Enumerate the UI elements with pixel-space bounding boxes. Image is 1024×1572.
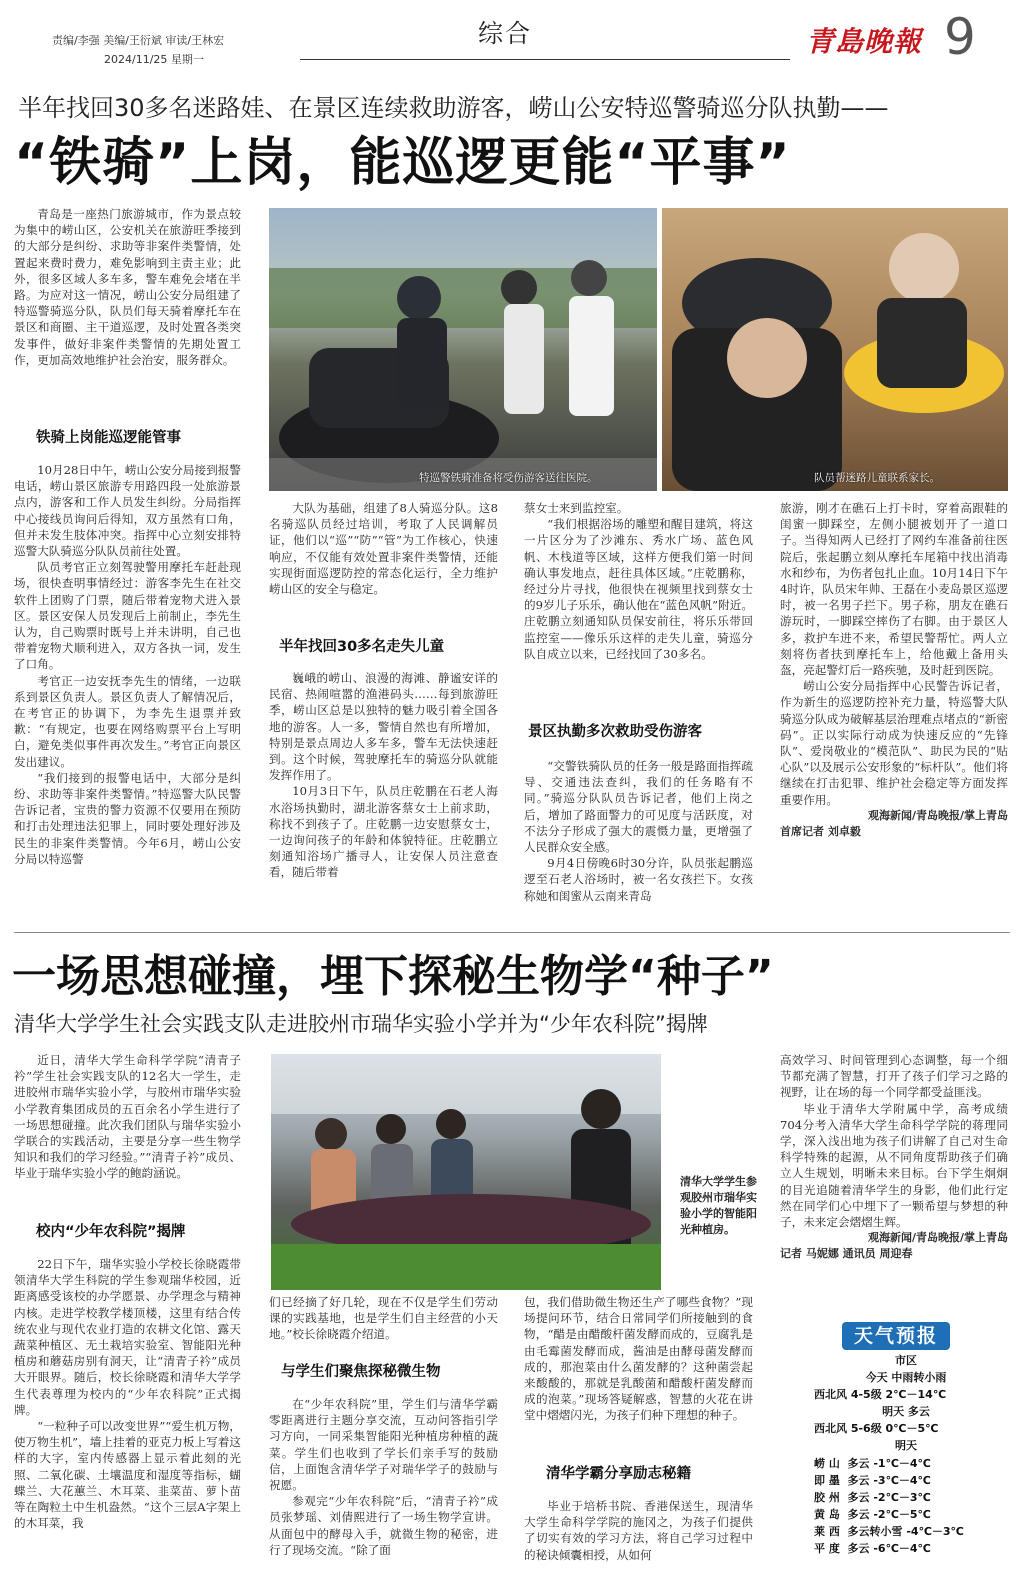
photo-officer-child bbox=[662, 208, 1008, 491]
district-forecast: 多云 -3℃－4℃ bbox=[847, 1474, 931, 1487]
paragraph: 10月3日下午，队员庄乾鹏在石老人海水浴场执勤时，湖北游客蔡女士上前求助，称找不到孩子了。庄乾鹏一边安慰蔡女士，一边询问孩子的年龄和体貌特征。庄乾鹏立刻通知浴场广播寻人，让安保人员注意查看，随后带着 bbox=[269, 784, 498, 880]
story1-column-3 bbox=[524, 500, 753, 708]
story1-column-1b bbox=[14, 462, 241, 912]
story1-credit: 观海新闻/青岛晚报/掌上青岛 bbox=[867, 808, 1008, 822]
story2-subhead-3: 清华学霸分享励志秘籍 bbox=[546, 1466, 691, 1482]
story1-column-3b bbox=[524, 758, 753, 912]
header-credits: 责编/李强 美编/王衍斌 审读/王林宏 bbox=[52, 34, 225, 47]
weather-title: 天气预报 bbox=[842, 1322, 950, 1350]
story2-subhead-2: 与学生们聚焦探秘微生物 bbox=[281, 1364, 441, 1380]
paragraph: 毕业于培桥书院、香港保送生，现清华大学生命科学学院的施冈之，为孩子们提供了切实有效的学习方法，将自己学习过程中的秘诀倾囊相授，从如何 bbox=[524, 1499, 753, 1562]
paragraph: “交警铁骑队员的任务一般是路面指挥疏导、交通违法查纠，我们的任务略有不同。”骑巡分队队员告诉记者，他们上岗之后，增加了路面警力的可见度与活跃度，对不法分子形成了强大的震慑力量，更增强了人民群众安全感。 bbox=[524, 759, 753, 855]
newspaper-logo: 青島晚報 bbox=[806, 25, 923, 58]
weather-area: 市区 bbox=[895, 1354, 917, 1367]
weather-district-row bbox=[814, 1489, 1009, 1506]
photo-greenhouse-scene bbox=[271, 1054, 661, 1290]
paragraph: 在“少年农科院”里，学生们与清华学霸零距离进行主题分享交流，互动问答指引学习方向，一同采集智能阳光种植房种植的蔬菜。学生们也收到了学长们亲手写的鼓励信，上面饱含清华学子对瑞华学子的鼓励与祝愿。 bbox=[269, 1397, 498, 1493]
story-divider bbox=[14, 932, 1010, 933]
paragraph: 蔡女士来到监控室。 bbox=[524, 501, 629, 515]
story2-subhead-1: 校内“少年农科院”揭牌 bbox=[36, 1224, 186, 1240]
paragraph: 旅游，刚才在礁石上打卡时，穿着高跟鞋的闺蜜一脚踩空，左侧小腿被划开了一道口子。当得知两人已经打了网约车准备前往医院后，张起鹏立刻从摩托车尾箱中找出消毒水和纱布，为伤者包扎止血。10月14日下午4时许，队员宋年帅、王磊在小麦岛景区巡逻时，被一名男子拦下。男子称，朋友在礁石游玩时，一脚踩空摔伤了右脚。由于景区人多，救护车进不来，希望民警帮忙。两人立刻将伤者扶到摩托车上，给他戴上备用头盔，亮起警灯后一路疾驰，及时赶到医院。 bbox=[780, 501, 1008, 678]
paragraph: 大队为基础，组建了8人骑巡分队。这8名骑巡队员经过培训，考取了人民调解员证，他们以“巡”“防”“管”为工作核心，快速响应，不仅能有效处置非案件类警情，还能实现街面巡逻防控的常态化运行，全力维护崂山区的安全与稳定。 bbox=[269, 501, 498, 597]
photo-students-greenhouse bbox=[271, 1054, 661, 1290]
photo-officer-scene bbox=[662, 208, 1008, 491]
story1-kicker: 半年找回30多名迷路娃、在景区连续救助游客，崂山公安特巡警骑巡分队执勤—— bbox=[18, 94, 889, 122]
header-rule bbox=[300, 59, 790, 60]
paragraph: “我们接到的报警电话中，大部分是纠纷、求助等非案件类警情。”特巡警大队民警告诉记者，宝贵的警力资源不仅要用在预防和打击处理违法犯罪上，同时要处理好涉及民生的非案件类警情。今年6月，崂山公安分局以特巡警 bbox=[14, 770, 241, 866]
paragraph: 队员考官正立刻驾驶警用摩托车赶赴现场，很快查明事情经过：游客李先生在社交软件上团购了门票，随后带着宠物犬进入景区。景区安保人员发现后上前制止，李先生认为，自己购票时既号上并未讲明，自己也带着宠物犬顺利进入，双方各执一词，发生了口角。 bbox=[14, 560, 241, 672]
weather-district-row bbox=[814, 1455, 1009, 1472]
story2-credit: 观海新闻/青岛晚报/掌上青岛 bbox=[867, 1231, 1008, 1245]
photo2-caption: 队员帮迷路儿童联系家长。 bbox=[814, 472, 940, 484]
district-name: 即 墨 bbox=[814, 1474, 840, 1487]
district-name: 平 度 bbox=[814, 1542, 840, 1555]
header-date: 2024/11/25 星期一 bbox=[104, 53, 204, 66]
paragraph: 巍峨的崂山、浪漫的海滩、静谧安详的民宿、热闹喧嚣的渔港码头……每到旅游旺季，崂山区总是以独特的魅力吸引着全国各地的游客。人一多，警情自然也有所增加，特别是景点周边人多车多，警车无法快速赶到。这个时候，驾驶摩托车的骑巡分队就能发挥作用了。 bbox=[269, 671, 498, 783]
page-number: 9 bbox=[944, 8, 976, 66]
district-name: 崂 山 bbox=[814, 1457, 840, 1470]
paragraph: 毕业于清华大学附属中学，高考成绩704分考入清华大学生命科学学院的蒋理同学，深入浅出地为孩子们讲解了自己对生命科学特殊的起源，从不同角度帮助孩子们确立人生规划，明晰未来目标。台下学生炯炯的目光追随着清华学生的身影，他们此行定然在同学们心中埋下了一颗希望与梦想的种子，未来定会熠熠生辉。 bbox=[780, 1101, 1008, 1230]
weather-district-row bbox=[814, 1540, 1009, 1557]
weather-district-row bbox=[814, 1506, 1009, 1523]
district-forecast: 多云 -1℃－4℃ bbox=[847, 1457, 931, 1470]
weather-label-tomorrow: 明天 bbox=[895, 1439, 917, 1452]
story2-photo-caption: 清华大学学生参观胶州市瑞华实验小学的智能阳光种植房。 bbox=[680, 1175, 757, 1236]
story2-deck: 清华大学学生社会实践支队走进胶州市瑞华实验小学并为“少年农科院”揭牌 bbox=[14, 1012, 708, 1036]
paragraph: 9月4日傍晚6时30分许，队员张起鹏巡逻至石老人浴场时，被一名女孩拦下。女孩称她和闺蜜从云南来青岛 bbox=[524, 856, 753, 903]
story1-column-2 bbox=[269, 500, 498, 628]
story1-subhead-2: 半年找回30多名走失儿童 bbox=[279, 639, 445, 655]
story1-subhead-3: 景区执勤多次救助受伤游客 bbox=[528, 724, 702, 740]
paragraph: 包，我们借助微生物还生产了哪些食物？”现场提问环节，结合日常同学们所接触到的食物，“醋是由醋酸杆菌发酵而成的，豆腐乳是由毛霉菌发酵而成，酱油是由酵母菌发酵而成的，那泡菜由什么菌发酵的？这种菌尝起来酸酸的，那就是乳酸菌和醋酸杆菌发酵而成的泡菜。”现场答疑解惑，智慧的火花在讲堂中熠熠闪光，为孩子们种下理想的种子。 bbox=[524, 1295, 753, 1423]
paragraph: 高效学习、时间管理到心态调整，每一个细节都充满了智慧，打开了孩子们学习之路的视野，让在场的每一个同学都受益匪浅。 bbox=[780, 1053, 1008, 1100]
paragraph: 参观完“少年农科院”后，“清青子衿”成员张梦瑶、刘倩熙进行了一场生物学宣讲。从面包中的酵母入手，就微生物的秘密，进行了现场交流。“除了面 bbox=[269, 1494, 498, 1557]
district-forecast: 多云 -2℃－3℃ bbox=[847, 1491, 931, 1504]
paragraph: 青岛是一座热门旅游城市，作为景点较为集中的崂山区，公安机关在旅游旺季接到的大部分是纠纷、求助等非案件类警情，处置起来费时费力，难免影响到主责主业；此外，很多区域人多车多，警车难免会堵在半路。为应对这一情况，崂山公安分局组建了特巡警骑巡分队，队员们每天骑着摩托车在景区和商圈、主干道巡逻，及时处置各类突发事件，做好非案件类警情的先期处置工作，更加高效地维护社会治安，服务群众。 bbox=[14, 207, 241, 367]
weather-tomorrow-wind: 西北风 5-6级 0℃－5℃ bbox=[814, 1422, 939, 1435]
paragraph: 10月28日中午，崂山公安分局接到报警电话，崂山景区旅游专用路四段一处旅游景点内，游客和工作人员发生纠纷。分局指挥中心接线员询问后得知，双方虽然有口角，但并未发生肢体冲突。指挥中心立刻安排特巡警大队骑巡分队队员前往处置。 bbox=[14, 463, 241, 559]
paragraph: 近日，清华大学生命科学学院“清青子衿”学生社会实践支队的12名大一学生，走进胶州市瑞华实验小学，与胶州市瑞华实验小学教育集团成员的五百余名小学生进行了一场思想碰撞。此次我们团队与瑞华实验小学联合的实践活动，主要是分享一些生物学知识和我们的学习经验。”“清青子衿”成员、毕业于瑞华实验小学的鲍韵涵说。 bbox=[14, 1053, 241, 1181]
paragraph: 们已经摘了好几轮，现在不仅是学生们劳动课的实践基地，也是学生们自主经营的小天地。”校长徐晓霞介绍道。 bbox=[269, 1295, 498, 1342]
weather-box bbox=[806, 1322, 1006, 1568]
weather-district-row bbox=[814, 1523, 1009, 1540]
story1-column-2b bbox=[269, 670, 498, 912]
photo-police-motorcycles bbox=[269, 208, 657, 491]
district-forecast: 多云 -6℃－4℃ bbox=[847, 1542, 931, 1555]
paragraph: “我们根据浴场的雕塑和醒目建筑，将这一片区分为了沙滩东、秀水广场、蓝色风帆、木栈道等区域，这样方便我们第一时间确认事发地点，赶往具体区域。”庄乾鹏称，经过分片寻找，他很快在视频里找到蔡女士的9岁儿子乐乐，确认他在“蓝色风帆”附近。庄乾鹏立刻通知队员保安前往，将乐乐带回监控室——像乐乐这样的走失儿童，骑巡分队自成立以来，已经找回了30多名。 bbox=[524, 517, 753, 661]
story1-reporter: 首席记者 刘卓毅 bbox=[780, 825, 861, 839]
story1-column-4 bbox=[780, 500, 1008, 912]
district-name: 胶 州 bbox=[814, 1491, 840, 1504]
story1-subhead-1: 铁骑上岗能巡逻能管事 bbox=[36, 430, 181, 446]
weather-district-list bbox=[814, 1455, 1009, 1557]
paragraph: “一粒种子可以改变世界”“爱生机万物，使万物生机”，墙上挂着的亚克力板上写着这样的大字，室内传感器上显示着此刻的光照、二氧化碳、土壤温度和湿度等指标，蝴蝶兰、大花蕙兰、木耳菜、韭菜苗、萝卜苗等在陶粒土中生机盎然。“这个三层A字架上的木耳菜，我 bbox=[14, 1419, 241, 1531]
weather-tomorrow: 明天 多云 bbox=[882, 1405, 930, 1418]
district-forecast: 多云转小雪 -4℃－3℃ bbox=[847, 1525, 964, 1538]
story2-column-4 bbox=[780, 1052, 1008, 1342]
district-forecast: 多云 -2℃－5℃ bbox=[847, 1508, 931, 1521]
story2-reporter: 记者 马妮娜 通讯员 周迎春 bbox=[780, 1247, 913, 1261]
district-name: 莱 西 bbox=[814, 1525, 840, 1538]
story2-column-2 bbox=[269, 1294, 498, 1346]
paragraph: 22日下午，瑞华实验小学校长徐晓霞带领清华大学生科院的学生参观瑞华校园，近距离感受该校的办学愿景、办学理念与精神内核。走进学校教学楼顶楼，这里有结合传统农业与现代农业打造的农耕文化馆、露天蔬菜种植区、无土栽培实验室、智能阳光种植房和蘑菇房别有洞天，让“清青子衿”成员大开眼界。随后，校长徐晓霞和清华大学学生代表尊理为校内的“少年农科院”正式揭牌。 bbox=[14, 1257, 241, 1417]
photo1-caption: 特巡警铁骑准备将受伤游客送往医院。 bbox=[419, 472, 598, 484]
story2-column-3 bbox=[524, 1294, 753, 1450]
weather-today: 今天 中雨转小雨 bbox=[865, 1371, 947, 1384]
story2-column-1b bbox=[14, 1256, 241, 1568]
story1-headline: “铁骑”上岗，能巡逻更能“平事” bbox=[14, 133, 791, 193]
weather-district-row bbox=[814, 1472, 1009, 1489]
weather-today-wind: 西北风 4-5级 2℃－14℃ bbox=[814, 1388, 947, 1401]
story2-column-3b bbox=[524, 1498, 753, 1568]
section-title: 综合 bbox=[478, 19, 533, 48]
story2-column-1 bbox=[14, 1052, 241, 1212]
story2-headline: 一场思想碰撞，埋下探秘生物学“种子” bbox=[12, 951, 774, 1002]
paragraph: 考官正一边安抚李先生的情绪，一边联系到景区负责人。景区负责人了解情况后，在考官正的协调下，为李先生退票并致歉：“有规定，也要在网络购票平台上写明白，避免类似事件再次发生。”考官正向景区发出建议。 bbox=[14, 673, 241, 769]
district-name: 黄 岛 bbox=[814, 1508, 840, 1521]
story2-column-2b bbox=[269, 1396, 498, 1568]
paragraph: 崂山公安分局指挥中心民警告诉记者，作为新生的巡逻防控补充力量，特巡警大队骑巡分队成为破解基层治理难点堵点的“新密码”。正以实际行动成为快速反应的“先锋队”、爱岗敬业的“模范队”、助民为民的“贴心队”以及展示公安形象的“标杆队”。他们将继续在打击犯罪、维护社会稳定等方面发挥重要作用。 bbox=[780, 679, 1008, 807]
photo-police-scene bbox=[269, 208, 657, 491]
